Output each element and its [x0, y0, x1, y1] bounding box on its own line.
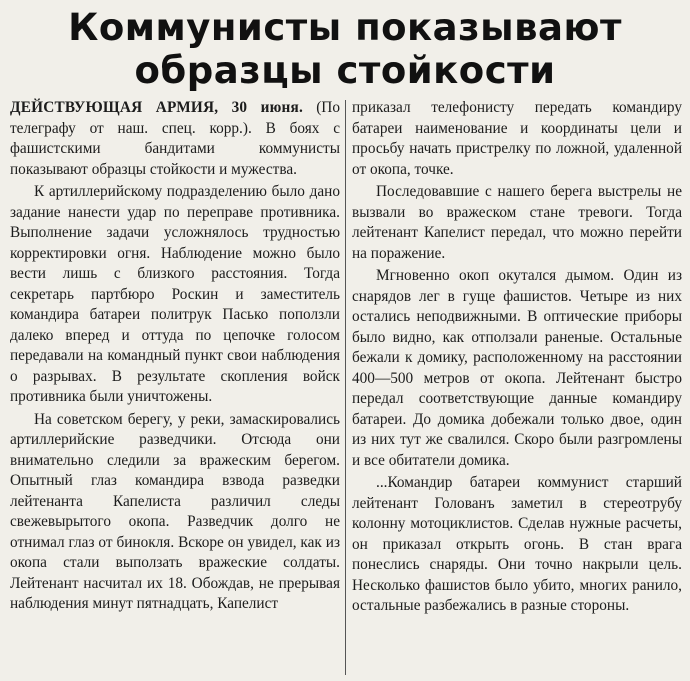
article-paragraph: приказал телефонисту передать командиру батареи наименование и координаты цели и просьбу начать пристрелку по ложной, удаленной от окопа, точке. — [352, 99, 682, 178]
article-paragraph: На советском берегу, у реки, замаскировались артиллерийские разведчики. Отсюда они внимательно следили за вражеским берегом. Опытный глаз командира взвода разведки лейтенанта Капелиста различил следы свежевырытого окопа. Разведчик долго не отнимал глаз от бинокля. Вскоре он увидел, как из окопа стали выползать вражеские солдаты. Лейтенант насчитал их 18. Обождав, не прерывая наблюдения минут пятнадцать, Капелист — [10, 410, 340, 612]
column-divider — [345, 100, 346, 675]
headline-line-2: образцы стойкости — [134, 49, 556, 92]
article-paragraph: Мгновенно окоп окутался дымом. Один из снарядов лег в гуще фашистов. Четыре из них остались неподвижными. В оптические приборы было видно, как отползали раненые. Остальные бежали к домику, расположенному на расстоянии 400—500 метров от окопа. Лейтенант быстро передал соответствующие данные командиру батареи. До домика добежали только двое, один из них тут же свалился. Скоро были разгромлены и все обитатели домика. — [352, 267, 682, 469]
article-paragraph: ...Командир батареи коммунист старший лейтенант Голованъ заметил в стереотрубу колонну мотоциклистов. Сделав нужные расчеты, он приказал открыть огонь. В стан врага понеслись снаряды. Они точно накрыли цель. Несколько фашистов было убито, многих ранило, остальные разбежались в разные стороны. — [352, 474, 682, 614]
article-paragraph — [10, 98, 340, 180]
paragraph-text: (По телеграфу от наш. спец. корр.). В боях с фашистскими бандитами коммунисты показывают образцы стойкости и мужества. — [10, 99, 340, 178]
article-column-right — [352, 98, 682, 619]
article-paragraph: К артиллерийскому подразделению было дано задание нанести удар по переправе противника. Выполнение задачи усложнялось трудностью корректировки огня. Наблюдение можно было вести лишь с близкого расстояния. Тогда секретарь партбюро Роскин и заместитель командира батареи политрук Пасько поползли далеко вперед и оттуда по цепочке голосом передавали на командный пункт свои наблюдения о разрывах. В результате скопления войск противника были уничтожены. — [10, 183, 340, 405]
article-paragraph: Последовавшие с нашего берега выстрелы не вызвали во вражеском стане тревоги. Тогда лейтенант Капелист передал, что можно перейти на поражение. — [352, 183, 682, 262]
headline-line-1: Коммунисты показывают — [68, 6, 622, 49]
dateline: ДЕЙСТВУЮЩАЯ АРМИЯ, 30 июня. — [10, 99, 304, 116]
article-column-left — [10, 98, 340, 617]
headline — [0, 6, 690, 92]
